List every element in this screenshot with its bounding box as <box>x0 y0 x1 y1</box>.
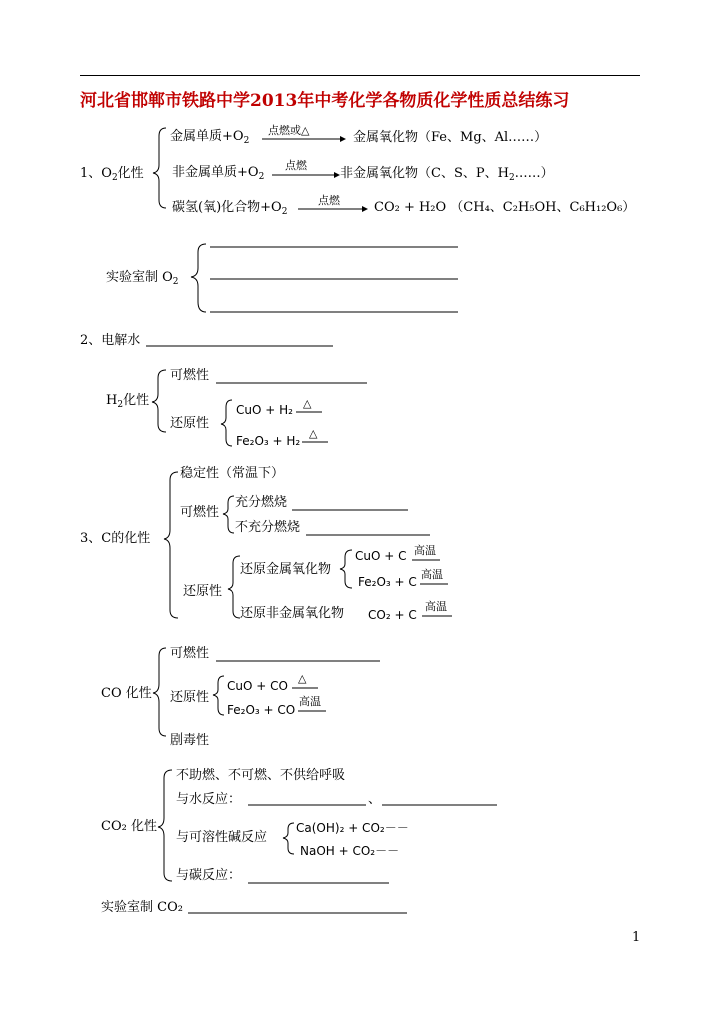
co-reduct: 还原性 <box>170 690 210 705</box>
h2-eq1-cond: △ <box>303 397 312 410</box>
c-eq1-cond: 高温 <box>414 544 436 557</box>
o2-r3-condition: 点燃 <box>318 194 340 207</box>
h2-eq2-cond: △ <box>309 427 318 440</box>
o2-r2-right: 非金属氧化物（C、S、P、$H_2\dots\dots$） <box>340 166 554 183</box>
o2-r1-right: 金属氧化物（Fe、Mg、Al……） <box>353 130 548 145</box>
h2-reduct: 还原性 <box>170 416 210 431</box>
o2-r3-left: 碳氢(氧)化合物$+O_2$ <box>172 200 288 217</box>
o2-r1-condition: 点燃或△ <box>268 124 310 137</box>
co2-p1: 不助燃、不可燃、不供给呼吸 <box>176 768 346 783</box>
o2-section-label: 1、$O_2$化性 <box>80 166 144 183</box>
co2-p2-sep: 、 <box>368 792 382 807</box>
co-combust: 可燃性 <box>170 646 210 661</box>
co-label: CO 化性 <box>101 686 152 701</box>
arrowhead-1 <box>340 136 346 142</box>
brace-h2 <box>152 370 166 432</box>
c-eq1: CuO + C <box>355 549 407 563</box>
brace-c-metal-ox <box>340 550 352 588</box>
o2-r3-right: CO₂ + H₂O （CH₄、C₂H₅OH、C₆H₁₂O₆） <box>374 200 636 215</box>
co-eq1: CuO + CO <box>227 679 288 693</box>
co-eq2-cond: 高温 <box>299 695 321 708</box>
co2-p2: 与水反应： <box>176 792 242 807</box>
c-metal-ox: 还原金属氧化物 <box>240 562 332 577</box>
page-title: 河北省邯郸市铁路中学2013年中考化学各物质化学性质总结练习 <box>80 91 570 111</box>
co2-label: CO₂ 化性 <box>101 819 157 834</box>
co2-p3: 与可溶性碱反应 <box>176 830 268 845</box>
h2-combust: 可燃性 <box>170 368 210 383</box>
brace-co <box>153 648 166 736</box>
c-eq2-cond: 高温 <box>421 568 443 581</box>
brace-c <box>164 472 178 618</box>
brace-lab-o2 <box>191 244 206 312</box>
brace-c-reduct <box>228 556 240 618</box>
page-number: 1 <box>632 930 641 945</box>
o2-r2-left: 非金属单质$+O_2$ <box>172 165 265 182</box>
brace-c-combust <box>223 496 234 533</box>
c-eq3: CO₂ + C <box>368 608 417 622</box>
h2-eq2: Fe₂O₃ + H₂ <box>236 434 301 448</box>
lab-o2-label: 实验室制 $O_2$ <box>106 270 179 287</box>
brace-co-reduct <box>213 676 224 715</box>
h2-eq1: CuO + H₂ <box>236 403 293 417</box>
c-nonmetal-ox: 还原非金属氧化物 <box>240 606 345 621</box>
o2-r2-condition: 点燃 <box>285 159 307 172</box>
brace-o2 <box>153 128 166 208</box>
c-eq2: Fe₂O₃ + C <box>358 575 417 589</box>
c-stable: 稳定性（常温下） <box>180 466 285 481</box>
brace-co2-base <box>283 823 294 854</box>
c-partial: 不充分燃烧 <box>235 520 301 535</box>
c-full: 充分燃烧 <box>235 495 288 510</box>
c-combust: 可燃性 <box>180 505 220 520</box>
brace-h2-reduct <box>221 400 232 446</box>
c-eq3-cond: 高温 <box>425 600 447 613</box>
co-toxic: 剧毒性 <box>170 733 210 748</box>
co-eq2: Fe₂O₃ + CO <box>227 703 296 717</box>
brace-co2 <box>158 770 172 881</box>
c-reduct: 还原性 <box>183 584 223 599</box>
co-eq1-cond: △ <box>298 672 307 685</box>
co2-p4: 与碳反应： <box>176 868 242 883</box>
c-label: 3、C的化性 <box>80 531 151 546</box>
h2-label: $H_2$化性 <box>106 393 150 410</box>
lab-co2-label: 实验室制 CO₂ <box>101 900 183 915</box>
arrowhead-3 <box>362 206 368 212</box>
o2-r1-left: 金属单质$+O_2$ <box>170 129 250 146</box>
co2-eq2: NaOH + CO₂－－ <box>300 844 400 858</box>
co2-eq1: Ca(OH)₂ + CO₂－－ <box>296 821 409 835</box>
electrolysis-label: 2、电解水 <box>80 333 141 348</box>
